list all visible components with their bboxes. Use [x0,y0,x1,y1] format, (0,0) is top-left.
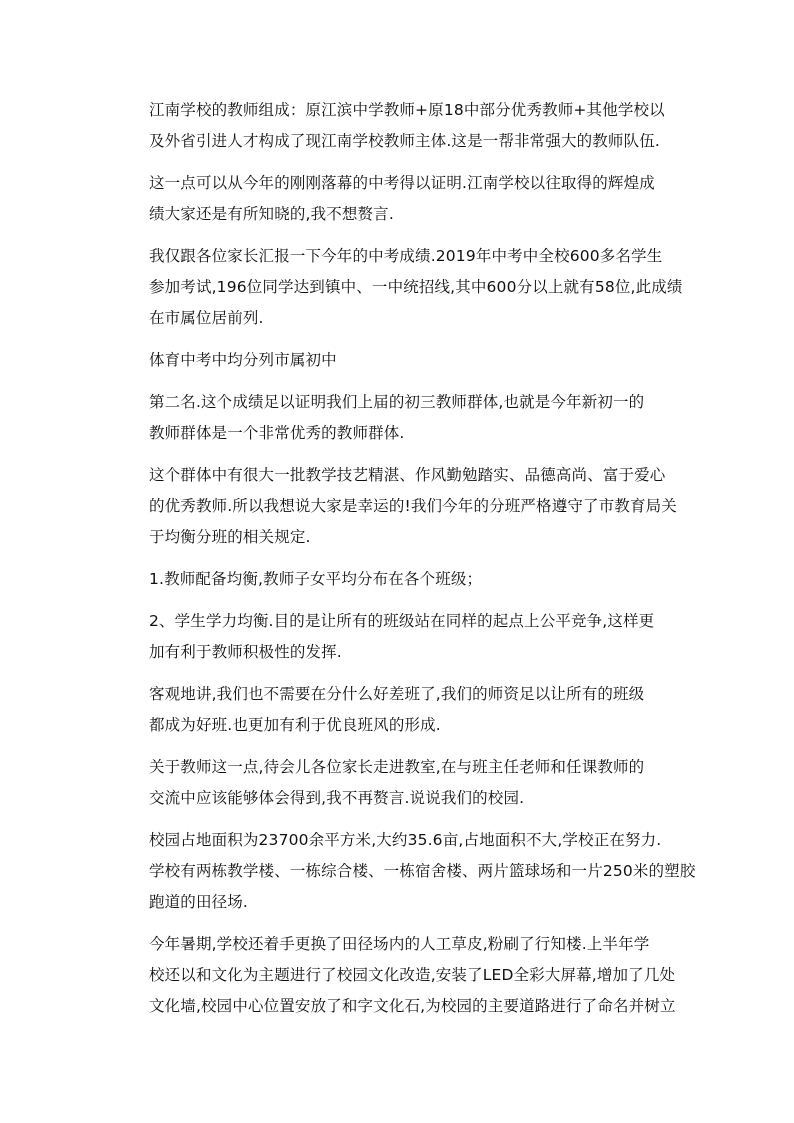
text-line: 交流中应该能够体会得到,我不再赘言.说说我们的校园. [149,789,525,807]
text-line: 校还以和文化为主题进行了校园文化改造,安装了LED全彩大屏幕,增加了几处 [149,966,676,984]
text-line: 这个群体中有很大一批教学技艺精湛、作风勤勉踏实、品德高尚、富于爱心 [149,466,666,484]
text-line: 都成为好班.也更加有利于优良班风的形成. [149,716,441,734]
text-line: 校园占地面积为23700余平方米,大约35.6亩,占地面积不大,学校正在努力. [149,831,662,849]
text-line: 体育中考中均分列市属初中 [149,351,337,369]
paragraph [119,168,679,230]
paragraph [119,95,679,157]
paragraph [119,606,679,668]
text-line: 我仅跟各位家长汇报一下今年的中考成绩.2019年中考中全校600多名学生 [149,247,663,265]
text-line: 参加考试,196位同学达到镇中、一中统招线,其中600分以上就有58位,此成绩 [149,278,683,296]
text-line: 1.教师配备均衡,教师子女平均分布在各个班级； [149,570,483,588]
text-line: 江南学校的教师组成：原江滨中学教师+原18中部分优秀教师+其他学校以 [149,101,665,119]
paragraph [119,387,679,449]
text-line: 跑道的田径场. [149,893,248,911]
text-line: 关于教师这一点,待会儿各位家长走进教室,在与班主任老师和任课教师的 [149,758,645,776]
document-body [119,95,696,1033]
text-line: 的优秀教师.所以我想说大家是幸运的!我们今年的分班严格遵守了市教育局关 [149,497,677,515]
text-line: 教师群体是一个非常优秀的教师群体. [149,424,405,442]
text-line: 学校有两栋教学楼、一栋综合楼、一栋宿舍楼、两片篮球场和一片250米的塑胶 [149,862,696,880]
paragraph [119,752,679,814]
text-line: 文化墙,校园中心位置安放了和字文化石,为校园的主要道路进行了命名并树立 [149,997,676,1015]
text-line: 及外省引进人才构成了现江南学校教师主体.这是一帮非常强大的教师队伍. [149,132,660,150]
text-line: 这一点可以从今年的刚刚落幕的中考得以证明.江南学校以往取得的辉煌成 [149,174,655,192]
paragraph [119,825,696,918]
text-line: 第二名.这个成绩足以证明我们上届的初三教师群体,也就是今年新初一的 [149,393,645,411]
paragraph [119,929,679,1022]
paragraph [119,679,679,741]
text-line: 绩大家还是有所知晓的,我不想赘言. [149,205,394,223]
text-line: 客观地讲,我们也不需要在分什么好差班了,我们的师资足以让所有的班级 [149,685,645,703]
text-line: 在市属位居前列. [149,309,264,327]
text-line: 于均衡分班的相关规定. [149,528,311,546]
paragraph [119,241,683,334]
paragraph [119,345,679,376]
paragraph [119,564,679,595]
text-line: 2、学生学力均衡.目的是让所有的班级站在同样的起点上公平竞争,这样更 [149,612,655,630]
text-line: 今年暑期,学校还着手更换了田径场内的人工草皮,粉刷了行知楼.上半年学 [149,935,650,953]
paragraph [119,460,679,553]
text-line: 加有利于教师积极性的发挥. [149,643,342,661]
